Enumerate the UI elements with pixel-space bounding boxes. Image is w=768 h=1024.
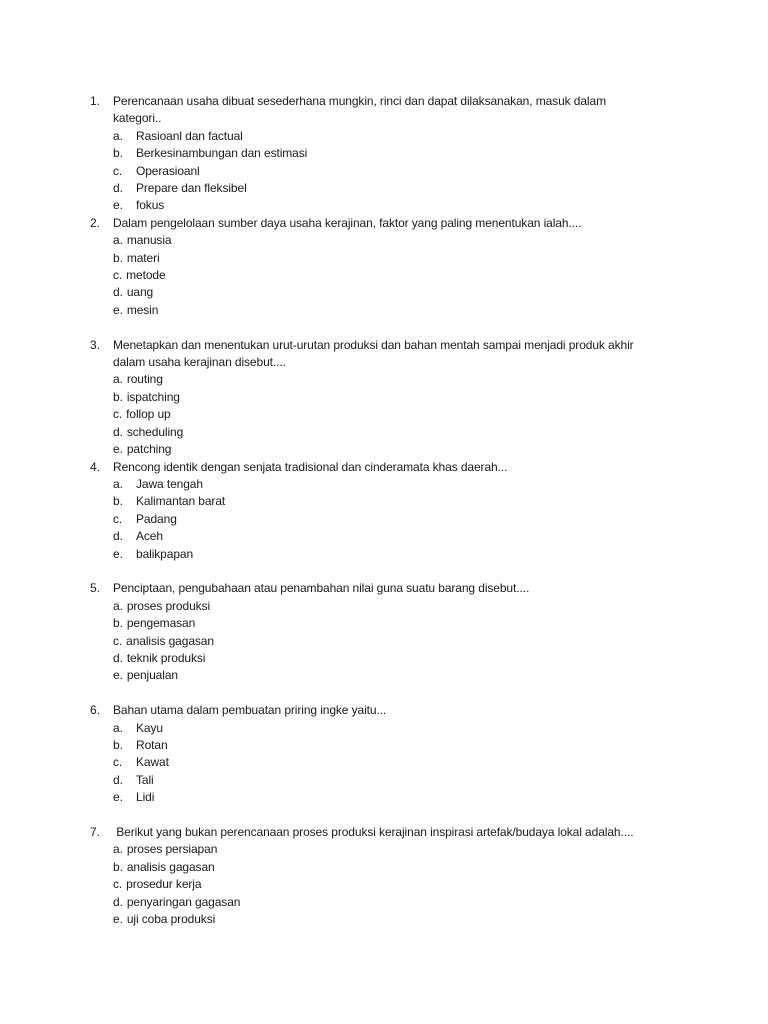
option-text: uang: [126, 285, 154, 300]
option-letter: e.: [113, 302, 123, 317]
option-letter: b.: [113, 389, 123, 404]
option-text: balikpapan: [136, 546, 194, 561]
question-number: 2.: [90, 215, 100, 230]
question-stem-row: [90, 459, 650, 476]
option-text: analisis gagasan: [126, 859, 215, 874]
question-stem-row: [90, 824, 650, 841]
question-6: [90, 702, 650, 806]
option-letter: b.: [113, 737, 123, 752]
option-letter: b.: [113, 250, 123, 265]
answer-option: [90, 302, 650, 319]
question-3: [90, 337, 650, 459]
answer-option: [90, 389, 650, 406]
option-text: Operasioanl: [136, 163, 200, 178]
answer-option: [90, 493, 650, 510]
answer-option: [90, 406, 650, 423]
option-letter: e.: [113, 790, 123, 805]
answer-option: [90, 598, 650, 615]
option-text: fokus: [136, 198, 165, 213]
answer-option: [90, 754, 650, 771]
option-text: manusia: [126, 233, 172, 248]
option-letter: a.: [113, 233, 123, 248]
option-text: follop up: [126, 407, 171, 422]
answer-option: [90, 284, 650, 301]
option-text: Rotan: [136, 737, 168, 752]
option-letter: c.: [113, 407, 123, 422]
question-4: [90, 459, 650, 563]
answer-option: [90, 737, 650, 754]
question-stem-row: [90, 580, 650, 597]
option-text: analisis gagasan: [126, 633, 214, 648]
option-letter: e.: [113, 668, 123, 683]
option-letter: c.: [113, 511, 123, 526]
option-text: Jawa tengah: [136, 476, 203, 491]
answer-option: [90, 546, 650, 563]
option-text: Rasioanl dan factual: [136, 128, 243, 143]
option-letter: c.: [113, 163, 123, 178]
option-text: ispatching: [126, 389, 180, 404]
answer-option: [90, 424, 650, 441]
option-letter: e.: [113, 546, 123, 561]
answer-option: [90, 180, 650, 197]
option-text: Berkesinambungan dan estimasi: [136, 146, 308, 161]
option-letter: b.: [113, 859, 123, 874]
answer-option: [90, 667, 650, 684]
option-letter: d.: [113, 424, 123, 439]
answer-option: [90, 267, 650, 284]
answer-option: [90, 789, 650, 806]
question-stem-row: [90, 702, 650, 719]
option-text: Aceh: [136, 529, 163, 544]
option-letter: b.: [113, 616, 123, 631]
question-7: [90, 824, 650, 928]
option-letter: d.: [113, 772, 123, 787]
option-letter: d.: [113, 650, 123, 665]
question-document: [90, 93, 650, 928]
answer-option: [90, 145, 650, 162]
option-letter: a.: [113, 720, 123, 735]
option-text: scheduling: [126, 424, 184, 439]
option-letter: c.: [113, 268, 123, 283]
option-letter: d.: [113, 529, 123, 544]
option-letter: c.: [113, 877, 123, 892]
question-text: Menetapkan dan menentukan urut-urutan produksi dan bahan mentah sampai menjadi produk akhir dalam usaha kerajinan disebut....: [113, 337, 637, 370]
answer-option: [90, 128, 650, 145]
option-text: materi: [126, 250, 160, 265]
answer-option: [90, 615, 650, 632]
question-number: 7.: [90, 825, 100, 839]
option-letter: a.: [113, 598, 123, 613]
answer-option: [90, 197, 650, 214]
answer-option: [90, 720, 650, 737]
question-text: Berikut yang bukan perencanaan proses produksi kerajinan inspirasi artefak/budaya lokal adalah....: [113, 825, 634, 839]
option-text: Tali: [136, 772, 154, 787]
option-text: Padang: [136, 511, 177, 526]
answer-option: [90, 441, 650, 458]
answer-option: [90, 371, 650, 388]
question-stem-row: [90, 337, 650, 372]
question-number: 4.: [90, 459, 100, 474]
answer-option: [90, 772, 650, 789]
answer-option: [90, 250, 650, 267]
question-1: [90, 93, 650, 215]
question-stem-row: [90, 93, 650, 128]
option-text: teknik produksi: [126, 650, 206, 665]
option-letter: d.: [113, 285, 123, 300]
option-letter: a.: [113, 476, 123, 491]
answer-option: [90, 859, 650, 876]
answer-option: [90, 633, 650, 650]
option-text: uji coba produksi: [126, 912, 216, 927]
option-letter: b.: [113, 494, 123, 509]
option-letter: d.: [113, 181, 123, 196]
option-letter: d.: [113, 894, 123, 909]
answer-option: [90, 841, 650, 858]
question-text: Perencanaan usaha dibuat sesederhana mungkin, rinci dan dapat dilaksanakan, masuk dalam kategori..: [113, 94, 610, 126]
answer-option: [90, 894, 650, 911]
option-text: pengemasan: [126, 616, 196, 631]
answer-option: [90, 476, 650, 493]
option-text: Kayu: [136, 720, 163, 735]
option-letter: a.: [113, 372, 123, 387]
option-text: routing: [126, 372, 163, 387]
answer-option: [90, 232, 650, 249]
question-text: Dalam pengelolaan sumber daya usaha kerajinan, faktor yang paling menentukan ialah....: [113, 215, 582, 230]
question-number: 5.: [90, 581, 100, 596]
option-text: mesin: [126, 302, 159, 317]
answer-option: [90, 163, 650, 180]
option-text: penyaringan gagasan: [126, 894, 241, 909]
option-text: metode: [126, 268, 166, 283]
option-letter: a.: [113, 842, 123, 857]
option-text: proses produksi: [126, 598, 211, 613]
option-text: prosedur kerja: [126, 877, 202, 892]
option-text: Lidi: [136, 790, 155, 805]
question-text: Penciptaan, pengubahaan atau penambahan nilai guna suatu barang disebut....: [113, 581, 530, 596]
option-text: Kawat: [136, 755, 169, 770]
question-2: [90, 215, 650, 319]
question-text: Rencong identik dengan senjata tradisional dan cinderamata khas daerah...: [113, 459, 508, 474]
option-letter: e.: [113, 198, 123, 213]
option-text: Prepare dan fleksibel: [136, 181, 247, 196]
option-letter: c.: [113, 633, 123, 648]
option-letter: c.: [113, 755, 123, 770]
question-5: [90, 580, 650, 684]
answer-option: [90, 511, 650, 528]
question-number: 3.: [90, 337, 100, 352]
answer-option: [90, 876, 650, 893]
answer-option: [90, 650, 650, 667]
option-text: patching: [126, 442, 172, 457]
question-text: Bahan utama dalam pembuatan priring ingke yaitu...: [113, 703, 387, 718]
question-number: 1.: [90, 94, 100, 108]
option-letter: e.: [113, 912, 123, 927]
option-letter: b.: [113, 146, 123, 161]
question-number: 6.: [90, 703, 100, 718]
option-letter: e.: [113, 442, 123, 457]
question-stem-row: [90, 215, 650, 232]
option-letter: a.: [113, 128, 123, 143]
answer-option: [90, 528, 650, 545]
answer-option: [90, 911, 650, 928]
option-text: proses persiapan: [126, 842, 218, 857]
option-text: penjualan: [126, 668, 178, 683]
option-text: Kalimantan barat: [136, 494, 226, 509]
